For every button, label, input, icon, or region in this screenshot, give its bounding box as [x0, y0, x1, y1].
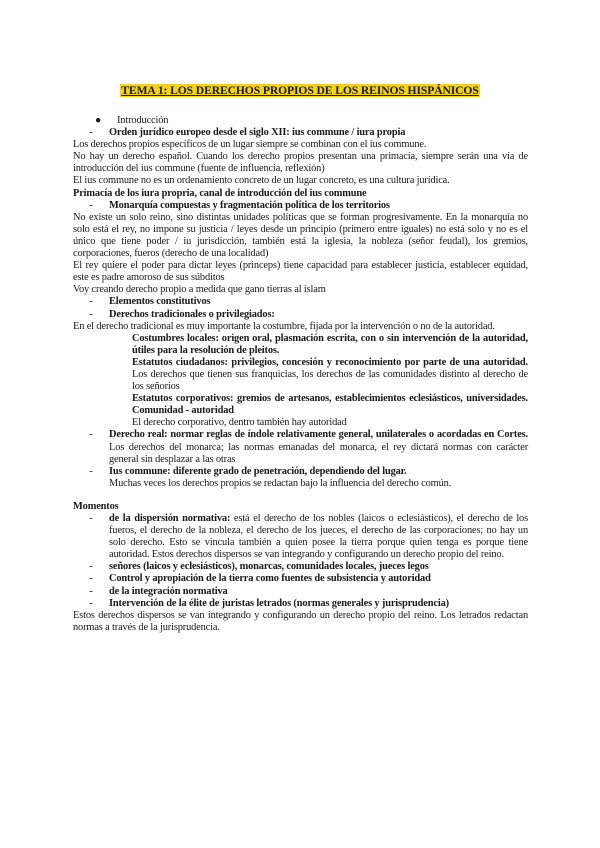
paragraph: El ius commune no es un ordenamiento concreto de un lugar concreto, es una cultura jurídica. [73, 175, 450, 187]
dash-marker: - [89, 573, 93, 585]
heading-elementos: - Elementos constitutivos [73, 296, 528, 308]
heading-derechos-tradicionales: - Derechos tradicionales o privilegiados: [73, 309, 528, 321]
item-estatutos-corporativos: Estatutos corporativos: gremios de artesanos, establecimientos eclesiásticos, universidades. Comunidad - autoridad [132, 393, 528, 417]
dash-marker: - [89, 561, 93, 573]
paragraph: No hay un derecho español. Cuando los derecho propios presentan una primacía, siempre serán una vía de introducción del ius commune (fuente de influencia, reflexión) [73, 151, 528, 175]
dash-marker: - [89, 296, 93, 308]
heading-primacia: Primacía de los iura propria, canal de introducción del ius commune [73, 187, 367, 199]
dash-marker: - [89, 513, 93, 524]
item-costumbres-locales: Costumbres locales: origen oral, plasmación escrita, con o sin intervención de la autoridad, útiles para la resolución de pleitos. [132, 332, 528, 356]
paragraph: No existe un solo reino, sino distintas unidades políticas que se forman progresivamente. En la monarquía no solo está el rey, no impone su justicia / leyes desde un principio (primero entre iguales) no está solo y no es el único que tiene poder / iu jurisdicción, también está la iglesia, la nobleza (señor feudal), los gremios, corporaciones, fueros (derecho de una localidad) [73, 211, 528, 260]
item-ius-commune: - Ius commune: diferente grado de penetración, dependiendo del lugar. Muchas veces los derechos propios se redactan bajo la influencia del derecho común. [73, 466, 528, 490]
dash-marker: - [89, 597, 93, 609]
item-intervencion-juristas: - Intervención de la élite de juristas letrados (normas generales y jurisprudencia) [73, 598, 528, 610]
dash-marker: - [89, 429, 93, 441]
item-control-tierra: - Control y apropiación de la tierra como fuentes de subsistencia y autoridad [73, 573, 528, 585]
item-dispersion-normativa: - de la dispersión normativa: está el derecho de los nobles (laicos o eclesiásticos), el derecho de los fueros, el derecho de la nobleza, el derecho de los jueces, el derecho de las corporaciones; no hay un solo derecho. Esto se vincula también a quien posee la tierra porque quien tenga es porque tiene autoridad. Estos derechos dispersos se van integrando y configurando un derecho propio del reino. [73, 513, 528, 561]
paragraph: Voy creando derecho propio a medida que gano tierras al islam [73, 284, 326, 296]
dash-marker: - [89, 127, 93, 139]
bullet-icon: ● [95, 115, 102, 126]
heading-momentos: Momentos [73, 500, 119, 512]
paragraph-final: Estos derechos dispersos se van integrando y configurando un derecho propio del reino. Los letrados redactan normas a través de la jurisprudencia. [73, 609, 528, 633]
paragraph: En el derecho tradicional es muy importante la costumbre, fijada por la intervención o no de la autoridad. [73, 320, 495, 332]
dash-marker: - [89, 308, 93, 320]
item-senores: - señores (laicos y eclesiásticos), monarcas, comunidades locales, jueces legos [73, 561, 528, 573]
heading-monarquia: - Monarquía compuestas y fragmentación política de los territorios [73, 200, 528, 212]
bullet-introduccion: ● Introducción [95, 115, 169, 126]
heading-orden-juridico: - Orden jurídico europeo desde el siglo XII: ius commune / iura propia [73, 127, 528, 139]
dash-marker: - [89, 465, 93, 477]
paragraph: Los derechos propios específicos de un lugar siempre se combinan con el ius commune. [73, 139, 427, 151]
item-integracion-normativa: - de la integración normativa [73, 586, 528, 598]
item-estatutos-ciudadanos: Estatutos ciudadanos: privilegios, concesión y reconocimiento por parte de una autoridad. Los derechos que tienen sus franquicias, los derechos de las comunidades distinto al derecho de los señoríos [132, 356, 528, 393]
dash-marker: - [89, 199, 93, 211]
item-estatutos-corporativos-note: El derecho corporativo, dentro también hay autoridad [132, 417, 347, 429]
item-derecho-real: - Derecho real: normar reglas de índole relativamente general, unilaterales o acordadas en Cortes. Los derechos del monarca; las normas emanadas del monarca, el rey dictará normas con carácter general sin desplazar a las otras [73, 429, 528, 465]
dash-marker: - [89, 585, 93, 597]
document-body [73, 115, 528, 634]
page-title: TEMA 1: LOS DERECHOS PROPIOS DE LOS REINOS HISPÁNICOS [121, 84, 479, 97]
paragraph: El rey quiere el poder para dictar leyes (princeps) tiene capacidad para establecer justicia, establecer equidad, este es padre amoroso de sus súbditos [73, 260, 528, 284]
